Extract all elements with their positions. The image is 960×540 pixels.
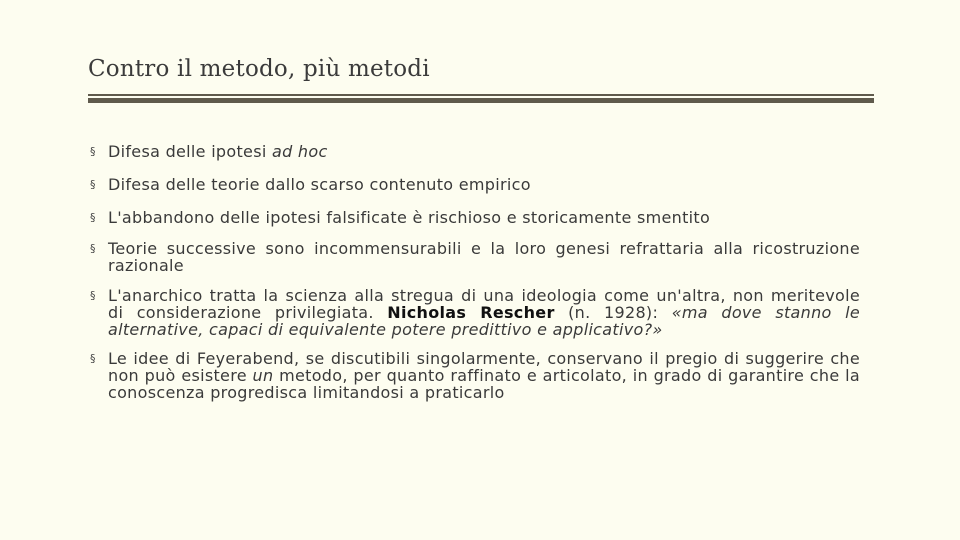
bullet-text: (n. 1928):	[554, 303, 672, 322]
bullet-text: Le idee di Feyerabend, se discutibili singolarmente, conservano il pregio di suggerire che non può esistere	[108, 349, 860, 385]
bullet-item	[90, 143, 860, 160]
bullet-item	[90, 287, 860, 338]
bullet-item	[90, 209, 860, 226]
slide-title: Contro il metodo, più metodi	[88, 56, 430, 82]
title-divider-thick	[88, 98, 874, 103]
bullet-list	[90, 143, 860, 414]
bullet-bold-name: Nicholas Rescher	[387, 303, 555, 322]
bullet-item	[90, 240, 860, 274]
bullet-text: Difesa delle teorie dallo scarso contenuto empirico	[108, 175, 531, 194]
bullet-item	[90, 350, 860, 401]
bullet-text: L'anarchico tratta la scienza alla stregua di una ideologia come un'altra, non meritevole di considerazione privilegiata.	[108, 286, 860, 322]
bullet-marker-icon: §	[90, 178, 96, 191]
bullet-marker-icon: §	[90, 352, 96, 365]
bullet-marker-icon: §	[90, 289, 96, 302]
bullet-marker-icon: §	[90, 211, 96, 224]
bullet-text: Teorie successive sono incommensurabili e la loro genesi refrattaria alla ricostruzione razionale	[108, 239, 860, 275]
bullet-item	[90, 176, 860, 193]
bullet-marker-icon: §	[90, 145, 96, 158]
bullet-text: metodo, per quanto raffinato e articolato, in grado di garantire che la conoscenza progredisca limitandosi a praticarlo	[108, 366, 860, 402]
bullet-italic-text: ad hoc	[271, 142, 328, 161]
bullet-text: L'abbandono delle ipotesi falsificate è rischioso e storicamente smentito	[108, 208, 711, 227]
bullet-italic-text: un	[252, 366, 274, 385]
bullet-quote: «ma dove stanno le alternative, capaci di equivalente potere predittivo e applicativo?»	[108, 303, 860, 339]
bullet-marker-icon: §	[90, 242, 96, 255]
title-divider-thin	[88, 94, 874, 96]
bullet-text: Difesa delle ipotesi	[108, 142, 272, 161]
